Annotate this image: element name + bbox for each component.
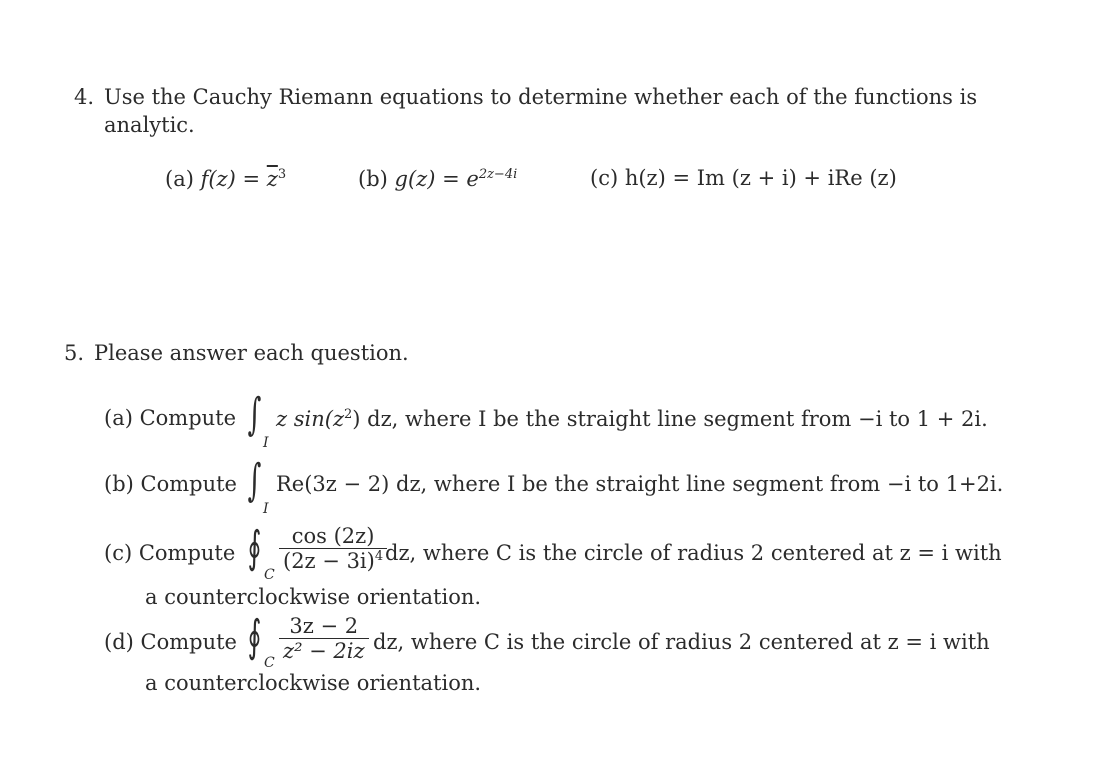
integral-sign-icon: ∫ — [247, 389, 262, 440]
integrand-a: z sin(z — [276, 407, 345, 431]
integrand-a-end: ) dz, — [352, 407, 399, 431]
problem-5c-label: (c) Compute — [104, 541, 236, 565]
part-a-lhs: f(z) = — [200, 167, 261, 191]
problem-5c-sub: C — [264, 567, 275, 583]
part-a-label: (a) — [165, 167, 194, 191]
problem-5d-label: (d) Compute — [104, 630, 237, 654]
problem-5-intro: Please answer each question. — [94, 341, 409, 365]
fraction-numerator: cos (2z) — [279, 524, 387, 549]
contour-integral-icon: ∮ — [247, 611, 262, 662]
part-b-expr: g(z) = e — [394, 167, 479, 191]
problem-4-part-a — [165, 168, 286, 190]
part-a-exponent: 3 — [277, 167, 287, 182]
problem-5a-label: (a) Compute — [104, 406, 237, 430]
problem-4-part-c — [590, 168, 897, 189]
integrand-b: Re(3z − 2) dz, — [276, 472, 428, 496]
problem-5a-sub: I — [263, 435, 269, 451]
problem-5c-rest: dz, where C is the circle of radius 2 centered at z = i with — [385, 541, 1002, 565]
part-b-label: (b) — [358, 167, 388, 191]
problem-5d-fraction — [279, 614, 369, 664]
part-a-zbar: $\overline{z}$ — [266, 167, 278, 191]
problem-5d-sub: C — [264, 655, 275, 671]
denominator-c-sup: 4 — [374, 549, 384, 565]
problem-5a-rest: where I be the straight line segment from −i to 1 + 2i. — [405, 407, 988, 431]
problem-5c-line2: a counterclockwise orientation. — [145, 585, 482, 609]
contour-integral-icon: ∮ — [247, 522, 262, 573]
fraction-denominator — [279, 549, 387, 574]
problem-5a-integrand — [276, 408, 988, 430]
problem-5d-line2: a counterclockwise orientation. — [145, 671, 482, 695]
problem-4-part-b — [358, 168, 517, 190]
problem-5b-sub: I — [263, 501, 269, 517]
problem-5b-body — [276, 474, 1003, 495]
part-c-label: (c) — [590, 166, 619, 190]
problem-4-number: 4. — [74, 85, 95, 109]
part-c-expr: h(z) = Im (z + i) + iRe (z) — [624, 166, 897, 190]
part-b-exponent: 2z−4i — [478, 167, 518, 182]
problem-5d-rest: dz, where C is the circle of radius 2 centered at z = i with — [373, 630, 990, 654]
fraction-numerator: 3z − 2 — [279, 614, 369, 639]
problem-4-text-line1: Use the Cauchy Riemann equations to determine whether each of the functions is — [104, 85, 978, 109]
problem-5-number: 5. — [64, 341, 85, 365]
problem-5b-rest: where I be the straight line segment from −i to 1+2i. — [433, 472, 1004, 496]
denominator-c: (2z − 3i) — [283, 549, 375, 574]
integrand-a-sup: 2 — [344, 407, 353, 422]
fraction-denominator: z² − 2iz — [283, 639, 365, 664]
problem-4-text-line2: analytic. — [104, 113, 195, 137]
problem-5b-label: (b) Compute — [104, 472, 237, 496]
integral-sign-icon: ∫ — [247, 455, 262, 506]
problem-5c-fraction — [279, 524, 387, 574]
